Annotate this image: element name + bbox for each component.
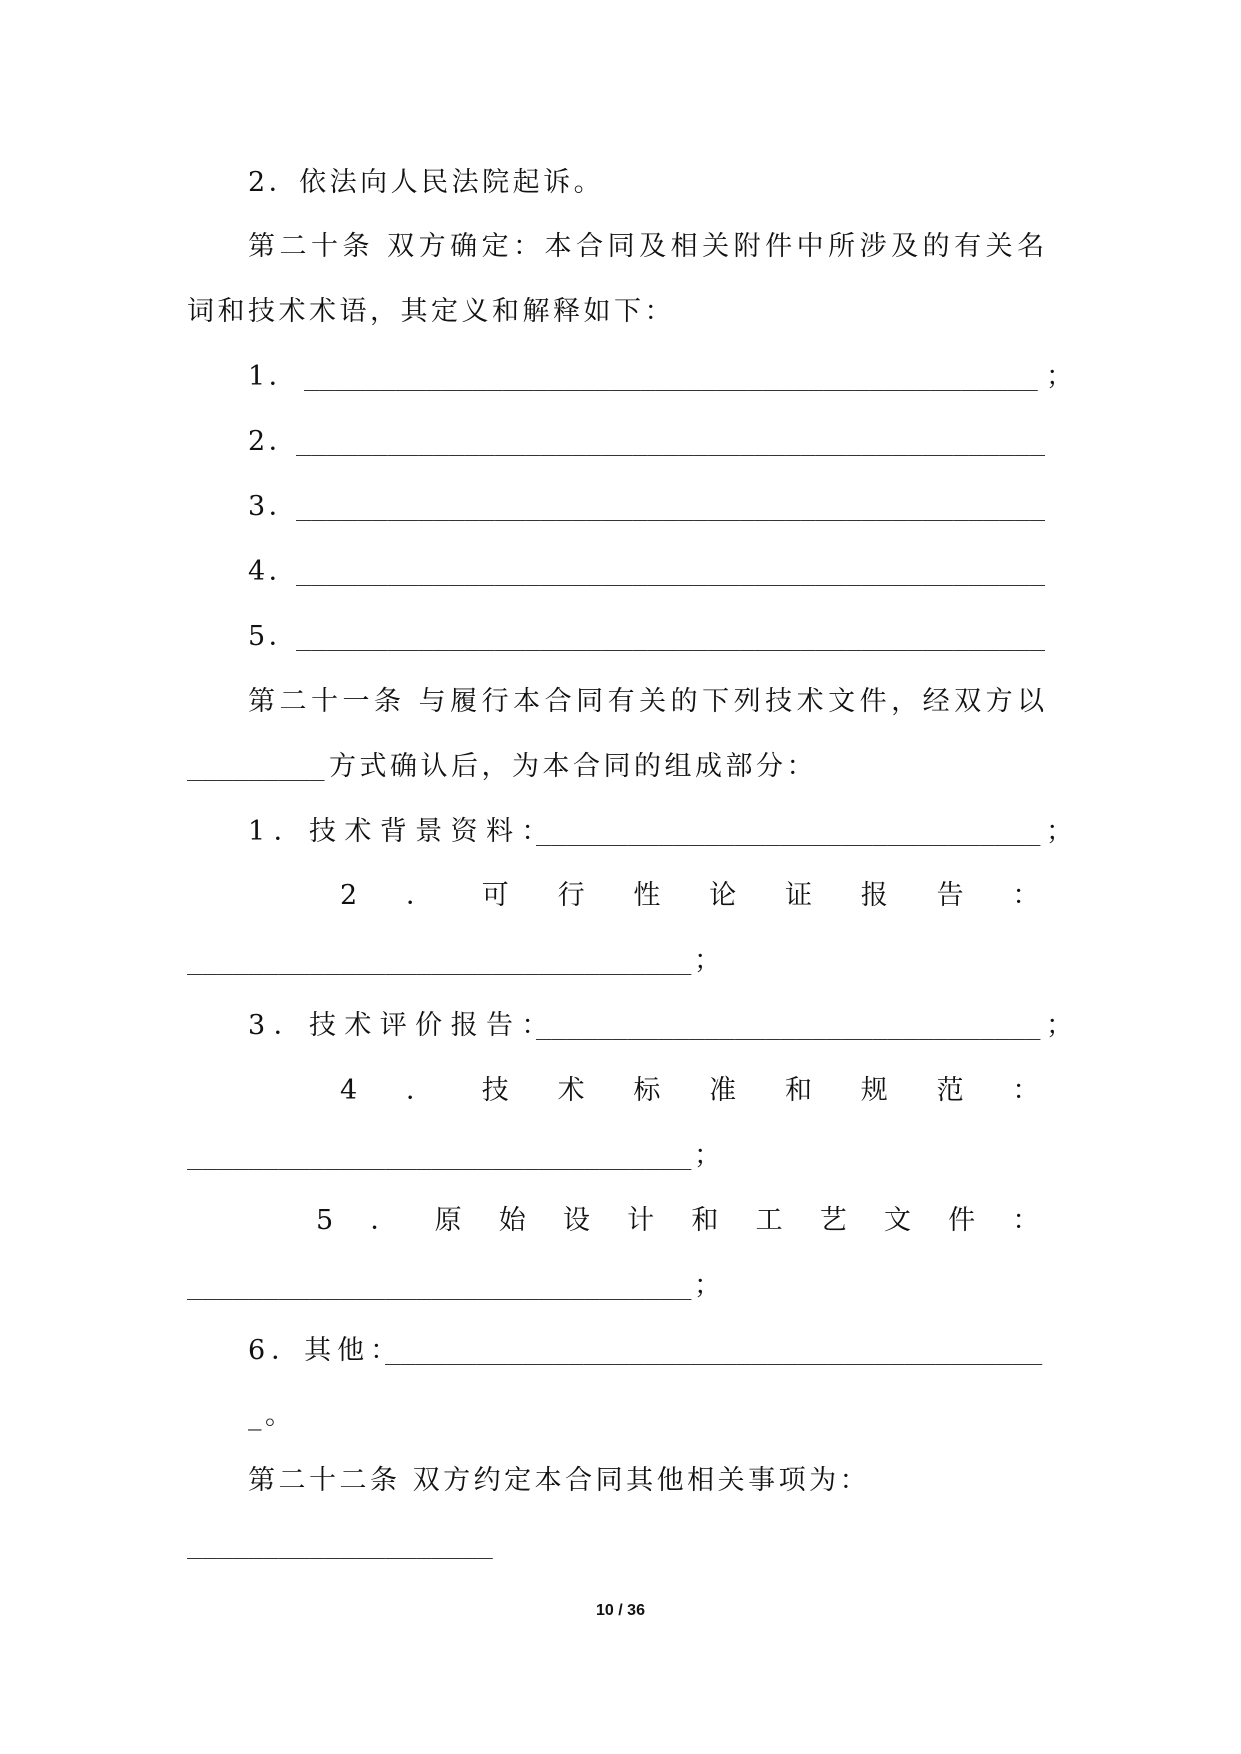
document-blank-continuation: _。 xyxy=(248,1400,296,1431)
term-blank: ________________________________________________ xyxy=(304,361,1038,391)
document-end-punctuation: ； xyxy=(1046,816,1077,847)
document-blank: _________________________________ xyxy=(187,945,692,975)
document-item xyxy=(0,1058,1241,1123)
article-20-heading: 第二十条 双方确定：本合同及相关附件中所涉及的有关名 xyxy=(248,231,1049,262)
document-label: 1．技术背景资料： xyxy=(248,816,557,847)
article-22-heading: 第二十二条 双方约定本合同其他相关事项为： xyxy=(248,1465,871,1496)
term-item xyxy=(0,409,1241,474)
document-item xyxy=(0,799,1241,864)
paragraph-line xyxy=(0,1512,1241,1577)
document-item-continuation xyxy=(0,1253,1241,1318)
document-blank: _________________________________ xyxy=(536,816,1041,846)
document-label: 6．其他： xyxy=(248,1335,404,1366)
term-item xyxy=(0,539,1241,604)
term-item xyxy=(0,344,1241,409)
term-blank: _________________________________________________ xyxy=(296,621,1046,651)
document-item xyxy=(0,993,1241,1058)
term-label: 5． xyxy=(248,621,300,652)
confirmation-method-blank: _________ xyxy=(187,751,325,781)
paragraph-line xyxy=(0,150,1241,215)
document-label: 2．可行性论证报告： xyxy=(340,880,1089,911)
paragraph-line xyxy=(0,279,1241,344)
article-21-heading: 第二十一条 与履行本合同有关的下列技术文件，经双方以 xyxy=(248,686,1049,717)
page-number: 10 / 36 xyxy=(596,1602,645,1619)
document-label: 3．技术评价报告： xyxy=(248,1010,557,1041)
paragraph-line xyxy=(0,214,1241,279)
document-end-punctuation: ； xyxy=(694,945,725,976)
paragraph-line xyxy=(0,669,1241,734)
term-blank: _________________________________________________ xyxy=(296,491,1046,521)
litigation-item: 2．依法向人民法院起诉。 xyxy=(248,167,605,198)
document-end-punctuation: ； xyxy=(694,1270,725,1301)
term-blank: _________________________________________________ xyxy=(296,426,1046,456)
document-label: 4．技术标准和规范： xyxy=(340,1075,1089,1106)
document-item xyxy=(0,863,1241,928)
document-blank: ___________________________________________ xyxy=(385,1335,1043,1365)
term-label: 2． xyxy=(248,426,300,457)
paragraph-line xyxy=(0,1448,1241,1513)
term-blank: _________________________________________________ xyxy=(296,556,1046,586)
document-item xyxy=(0,1318,1241,1383)
term-label: 4． xyxy=(248,556,300,587)
paragraph-line xyxy=(0,734,1241,799)
document-item xyxy=(0,1188,1241,1253)
document-end-punctuation: ； xyxy=(694,1140,725,1171)
term-item xyxy=(0,474,1241,539)
document-blank: _________________________________ xyxy=(187,1140,692,1170)
document-item-continuation xyxy=(0,1383,1241,1448)
document-blank: _________________________________ xyxy=(536,1010,1041,1040)
document-label: 5．原始设计和工艺文件： xyxy=(316,1205,1077,1236)
term-label: 3． xyxy=(248,491,300,522)
document-blank: _________________________________ xyxy=(187,1270,692,1300)
article-21-continuation: 方式确认后，为本合同的组成部分： xyxy=(329,751,817,782)
document-end-punctuation: ； xyxy=(1046,1010,1077,1041)
term-end-punctuation: ； xyxy=(1046,361,1077,392)
document-item-continuation xyxy=(0,1123,1241,1188)
document-item-continuation xyxy=(0,928,1241,993)
term-item xyxy=(0,604,1241,669)
term-label: 1． xyxy=(248,361,300,392)
article-20-continuation: 词和技术术语，其定义和解释如下： xyxy=(187,296,675,327)
other-matters-blank: ____________________ xyxy=(187,1529,493,1559)
